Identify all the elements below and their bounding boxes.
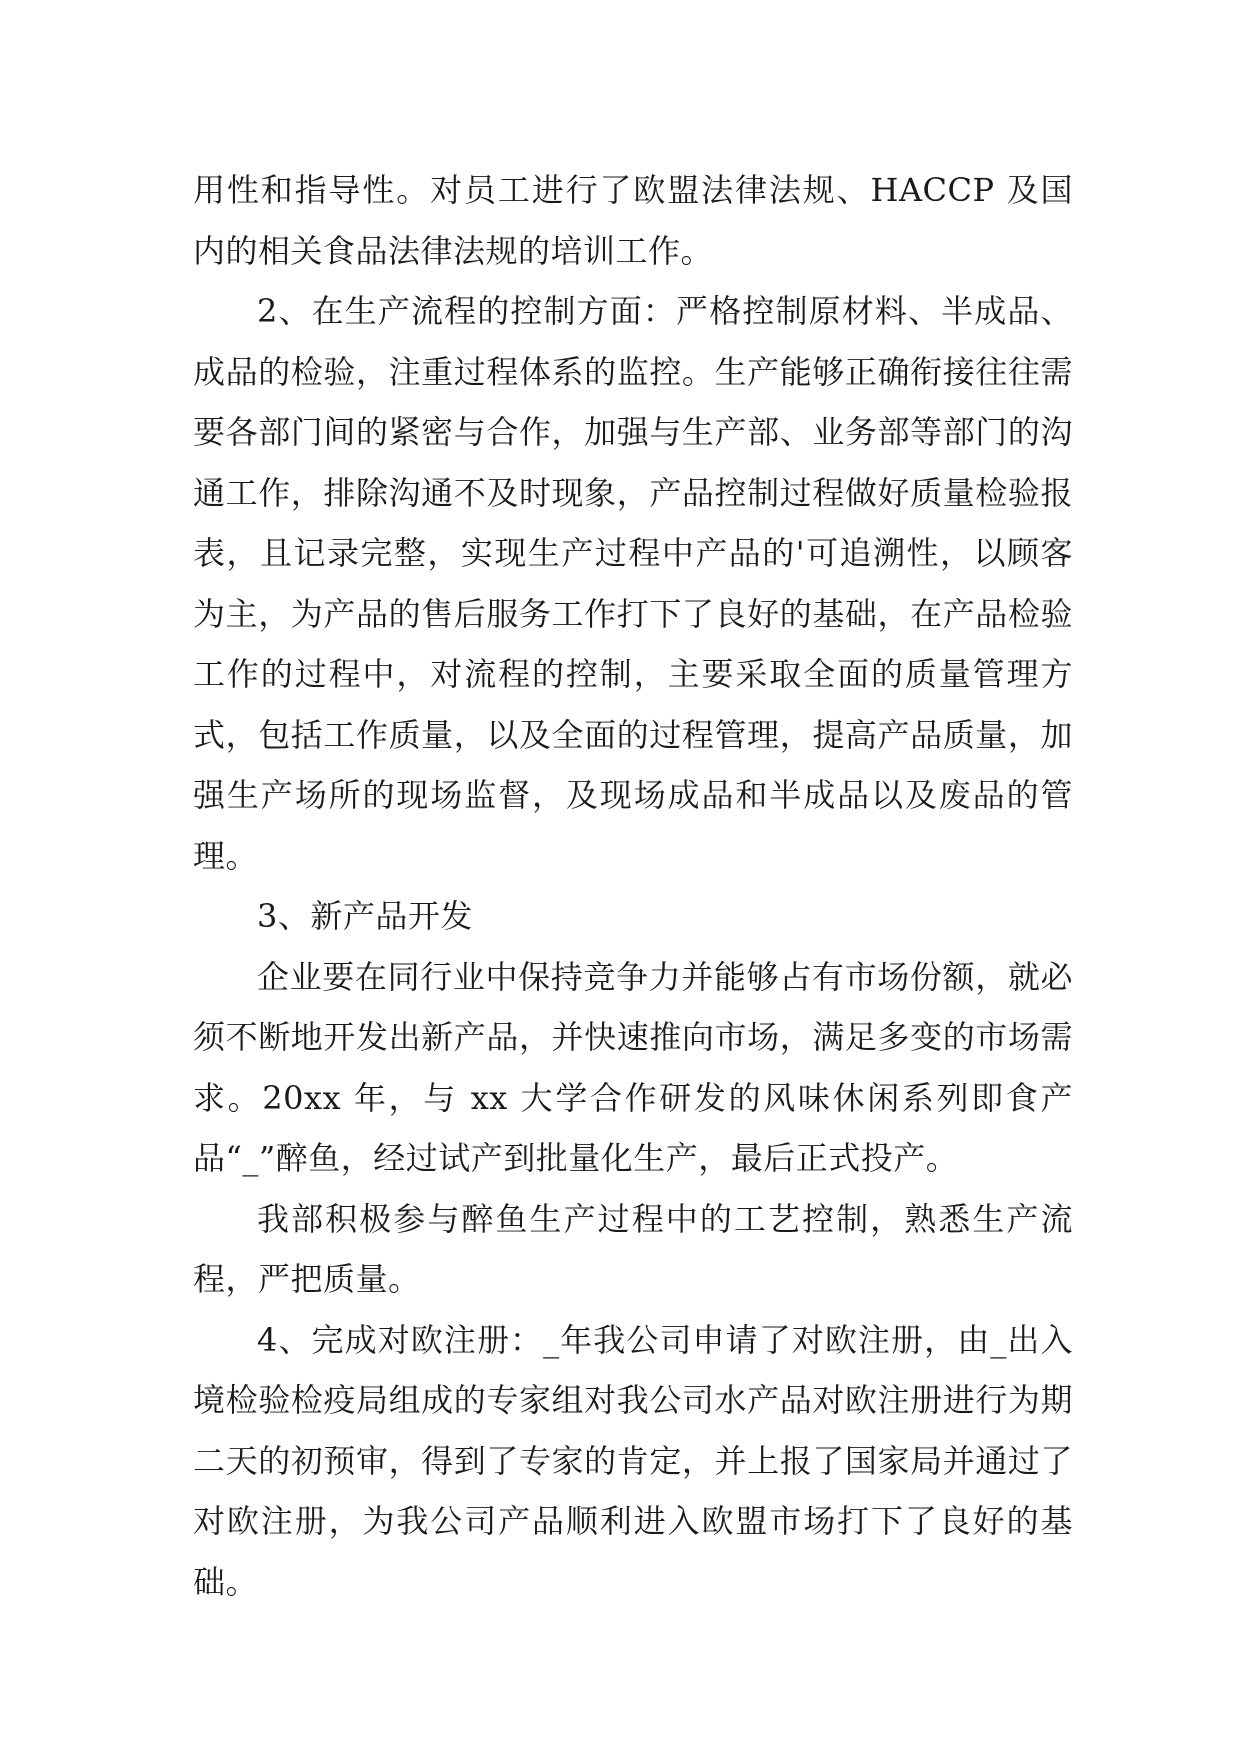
paragraph-training: 用性和指导性。对员工进行了欧盟法律法规、HACCP 及国内的相关食品法律法规的培训工作。: [193, 171, 1073, 270]
heading-new-product: 3、新产品开发: [257, 897, 473, 935]
paragraph-drunken-fish: 我部积极参与醉鱼生产过程中的工艺控制，熟悉生产流程，严把质量。: [193, 1199, 1073, 1298]
paragraph-new-product: 企业要在同行业中保持竞争力并能够占有市场份额，就必须不断地开发出新产品，并快速推向市场，满足多变的市场需求。20xx 年，与 xx 大学合作研发的风味休闲系列即食产品“_”醉鱼，经过试产到批量化生产，最后正式投产。: [193, 957, 1073, 1177]
paragraph-production-control: 2、在生产流程的控制方面：严格控制原材料、半成品、成品的检验，注重过程体系的监控。生产能够正确衔接往往需要各部门间的紧密与合作，加强与生产部、业务部等部门的沟通工作，排除沟通不及时现象，产品控制过程做好质量检验报表，且记录完整，实现生产过程中产品的'可追溯性，以顾客为主，为产品的售后服务工作打下了良好的基础，在产品检验工作的过程中，对流程的控制，主要采取全面的质量管理方式，包括工作质量，以及全面的过程管理，提高产品质量，加强生产场所的现场监督，及现场成品和半成品以及废品的管理。: [193, 292, 1073, 875]
paragraph-eu-registration: 4、完成对欧注册：_年我公司申请了对欧注册，由_出入境检验检疫局组成的专家组对我公司水产品对欧注册进行为期二天的初预审，得到了专家的肯定，并上报了国家局并通过了对欧注册，为我公司产品顺利进入欧盟市场打下了良好的基础。: [193, 1320, 1073, 1601]
document-body: [193, 160, 1073, 1612]
